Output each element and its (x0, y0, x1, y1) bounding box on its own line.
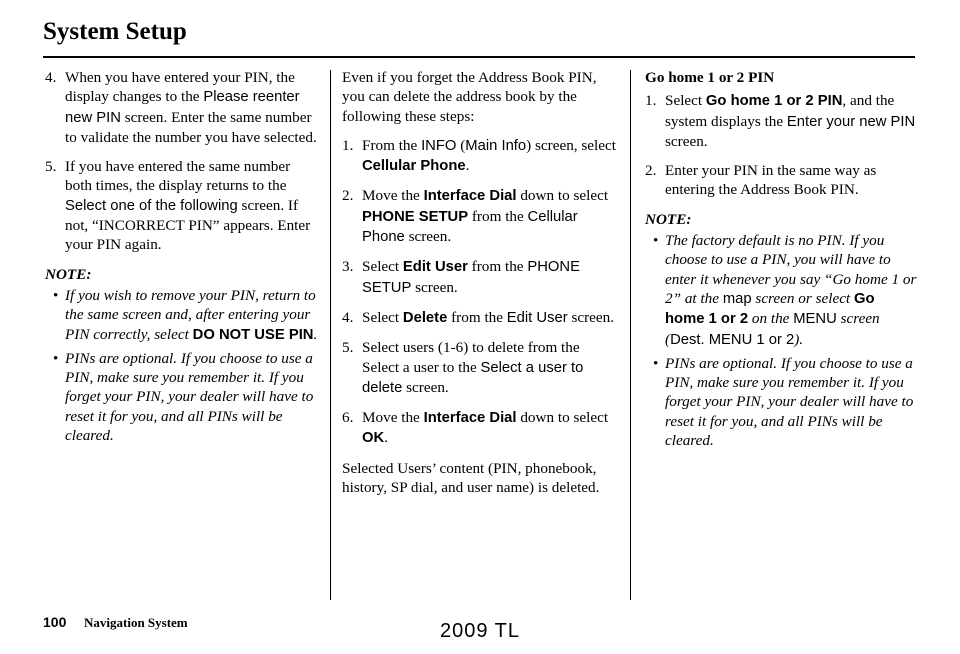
step-4: 4. Select Delete from the Edit User screen. (342, 308, 615, 326)
bullet-icon: • (53, 349, 59, 367)
column-divider-right (630, 70, 631, 600)
title-rule (43, 56, 915, 58)
step-4: 4. When you have entered your PIN, the display changes to the Please reenter new PIN screen. Enter the same number to validate the number you have selected. (45, 69, 317, 146)
step-1: 1. Select Go home 1 or 2 PIN, and the system displays the Enter your new PIN screen. (645, 92, 916, 150)
note-heading: NOTE: (45, 265, 92, 283)
menu-option: DO NOT USE PIN (192, 326, 314, 343)
screen-name: Select one of the following (65, 197, 238, 214)
note-bullet: • PINs are optional. If you choose to use a PIN, make sure you remember it. If you forget your PIN, your dealer will have to reset it for you, and all PINs will be cleared. (653, 354, 914, 450)
column-middle (342, 68, 620, 507)
page-number: 100 (43, 614, 67, 630)
column-left (45, 68, 320, 449)
step-5: 5. Select users (1-6) to delete from the Select a user to the Select a user to delete screen. (342, 339, 584, 396)
step-1: 1. From the INFO (Main Info) screen, select Cellular Phone. (342, 136, 616, 175)
section-subtitle: Go home 1 or 2 PIN (645, 69, 775, 86)
step-2: 2. Move the Interface Dial down to select PHONE SETUP from the Cellular Phone screen. (342, 187, 609, 246)
step-6: 6. Move the Interface Dial down to select OK. (342, 409, 609, 447)
footer-model: 2009 TL (439, 620, 521, 642)
note-bullet: • PINs are optional. If you choose to use a PIN, make sure you remember it. If you forget your PIN, your dealer will have to reset it for you, and all PINs will be cleared. (53, 349, 314, 445)
column-divider-left (330, 70, 331, 600)
page-title: System Setup (43, 18, 187, 45)
step-3: 3. Select Edit User from the PHONE SETUP screen. (342, 258, 580, 296)
note-bullet: • If you wish to remove your PIN, return to the same screen and, after entering your PIN correctly, select DO NOT USE PIN. (53, 286, 318, 343)
bullet-icon: • (53, 286, 59, 304)
column-right (645, 68, 917, 454)
step-2: 2. Enter your PIN in the same way as entering the Address Book PIN. (645, 162, 877, 199)
step-5: 5. If you have entered the same number both times, the display returns to the Select one of the following screen. If not, “INCORRECT PIN” appears. Enter your PIN again. (45, 158, 311, 254)
screen-name: Please reenter new PIN (65, 89, 300, 126)
note-heading: NOTE: (645, 210, 692, 228)
bullet-icon: • (653, 354, 659, 372)
footer-section: Navigation System (84, 615, 188, 630)
note-bullet: • The factory default is no PIN. If you choose to use a PIN, you will have to enter it whenever you say “Go home 1 or 2” at the map screen or select Go home 1 or 2 on the MENU screen (Dest. MENU 1 or 2). (653, 232, 917, 348)
bullet-icon: • (653, 232, 659, 250)
outro-paragraph: Selected Users’ content (PIN, phonebook, history, SP dial, and user name) is deleted. (342, 459, 600, 497)
intro-paragraph: Even if you forget the Address Book PIN, you can delete the address book by the following these steps: (342, 69, 597, 125)
